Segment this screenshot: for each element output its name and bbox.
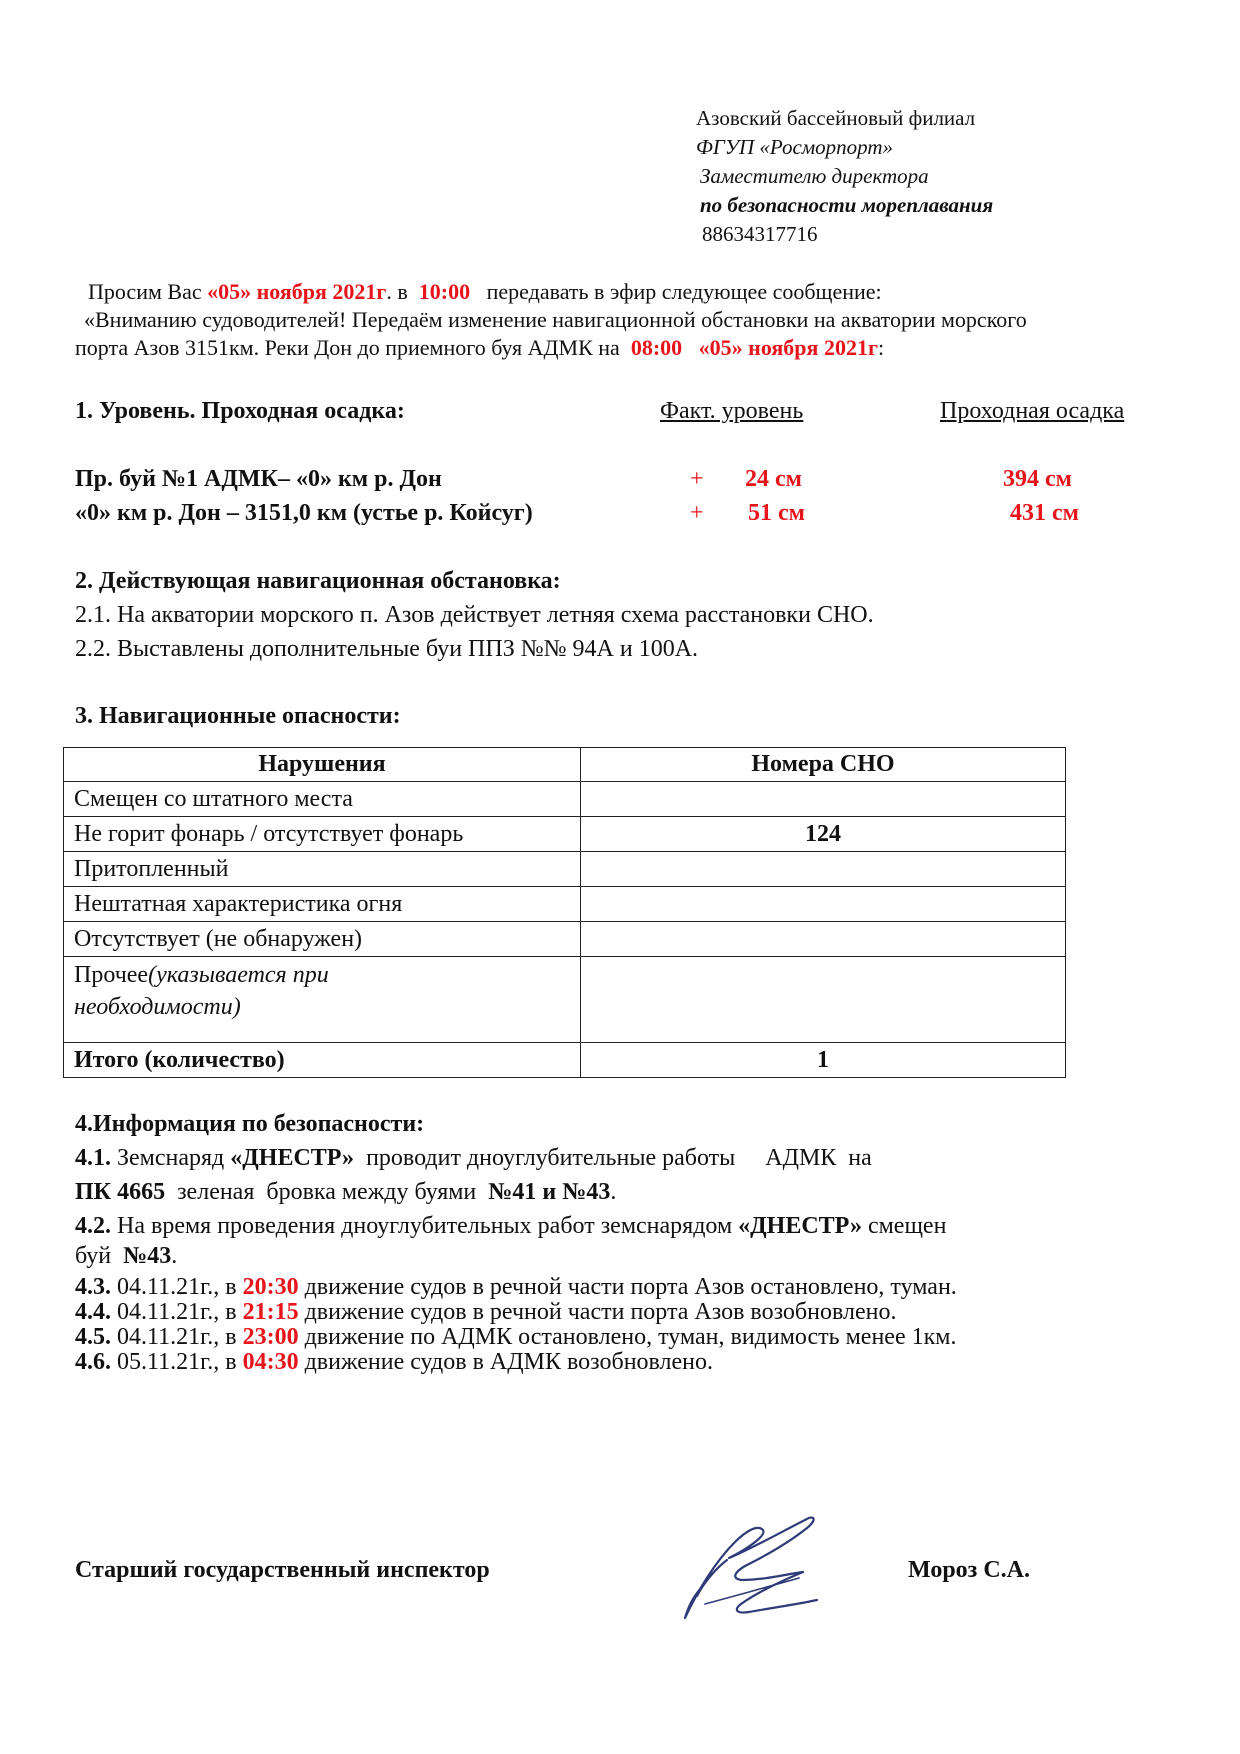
item-number: 4.6. [75,1349,111,1375]
level-row-1-draft: 394 см [1003,466,1072,492]
total-label: Итого (количество) [64,1043,581,1078]
signatory-position: Старший государственный инспектор [75,1557,490,1583]
numbers-cell [581,887,1066,922]
intro-date: «05» ноября 2021г [207,279,387,304]
item-text: На время проведения дноуглубительных работ земснарядом [111,1213,739,1239]
item-text: Земснаряд [111,1145,231,1171]
item-text: . [171,1243,178,1269]
event-date: 04.11.21г., в [111,1274,243,1300]
item-number: 4.2. [75,1213,111,1239]
item-text: зеленая бровка между буями [165,1179,489,1205]
intro-line-1 [88,279,882,305]
addressee-line-1: Азовский бассейновый филиал [696,106,976,130]
event-date: 04.11.21г., в [111,1299,243,1325]
event-text: движение по АДМК остановлено, туман, видимость менее 1км. [298,1324,957,1350]
intro-line-2: «Вниманию судоводителей! Передаём изменение навигационной обстановки на акватории морского [84,307,1027,332]
event-text: движение судов в речной части порта Азов остановлено, туман. [298,1274,957,1300]
intro-text: Просим Вас [88,279,208,304]
buoy-number: №41 [488,1179,537,1205]
table-row [64,817,1066,852]
section2-heading: 2. Действующая навигационная обстановка: [75,568,561,594]
table-row [64,782,1066,817]
item-text: буй [75,1243,124,1269]
intro-text: порта Азов 3151км. Реки Дон до приемного буя АДМК на [75,335,626,360]
table-row-other [64,957,1066,1043]
col-fact-level: Факт. уровень [660,398,804,424]
table-row [64,922,1066,957]
violation-cell: Отсутствует (не обнаружен) [64,922,581,957]
violation-cell: Притопленный [64,852,581,887]
intro-date: «05» ноября 2021г [698,335,878,360]
table-row [64,887,1066,922]
safety-item-4-4 [75,1300,896,1324]
level-row-2-sign: + [690,500,704,526]
hazards-table [63,747,1066,1078]
other-note-2: необходимости) [74,994,241,1020]
section1-heading: 1. Уровень. Проходная осадка: [75,398,405,424]
level-row-1-sign: + [690,466,704,492]
level-row-1-level: 24 см [745,466,802,492]
intro-text: . в [386,279,414,304]
event-date: 04.11.21г., в [111,1324,243,1350]
numbers-cell [581,957,1066,1043]
item-text: и [536,1179,563,1205]
item-text: . [610,1179,617,1205]
item-number: 4.4. [75,1299,111,1325]
safety-item-4-6 [75,1350,713,1374]
addressee-line-2: ФГУП «Росморпорт» [696,135,894,159]
numbers-cell [581,782,1066,817]
item-number: 4.1. [75,1145,111,1171]
numbers-cell: 124 [581,817,1066,852]
event-text: движение судов в речной части порта Азов возобновлено. [298,1299,897,1325]
numbers-cell [581,922,1066,957]
item-number: 4.3. [75,1274,111,1300]
intro-time: 10:00 [418,279,471,304]
event-text: движение судов в АДМК возобновлено. [298,1349,714,1375]
intro-text: передавать в эфир следующее сообщение: [486,279,882,304]
buoy-number: №43 [562,1179,611,1205]
violation-cell: Не горит фонарь / отсутствует фонарь [64,817,581,852]
event-time: 20:30 [242,1274,299,1300]
handwritten-signature [675,1500,825,1630]
item-number: 4.5. [75,1324,111,1350]
intro-line-3 [75,335,884,361]
safety-item-4-1-line-1 [75,1145,872,1172]
safety-item-4-2-line-2 [75,1243,177,1270]
buoy-number: №43 [123,1243,172,1269]
item-text: проводит дноуглубительные работы АДМК на [354,1145,872,1171]
col-draft: Проходная осадка [940,398,1125,424]
vessel-name: «ДНЕСТР» [738,1213,862,1239]
safety-item-4-3 [75,1275,957,1299]
level-row-2-level: 51 см [748,500,805,526]
event-time: 21:15 [242,1299,299,1325]
section4-heading: 4.Информация по безопасности: [75,1111,425,1137]
table-header-numbers: Номера СНО [581,748,1066,782]
addressee-line-4: по безопасности мореплавания [700,193,994,217]
table-header-violations: Нарушения [64,748,581,782]
total-value: 1 [581,1043,1066,1078]
section2-item-2: 2.2. Выставлены дополнительные буи ППЗ №№ 94А и 100А. [75,636,699,662]
safety-item-4-1-line-2 [75,1179,616,1206]
vessel-name: «ДНЕСТР» [230,1145,355,1171]
intro-time: 08:00 [630,335,683,360]
safety-item-4-5 [75,1325,956,1349]
event-date: 05.11.21г., в [111,1349,243,1375]
level-row-2-draft: 431 см [1010,500,1079,526]
event-time: 04:30 [242,1349,299,1375]
violation-cell: Нештатная характеристика огня [64,887,581,922]
table-header-row [64,748,1066,782]
section2-item-1: 2.1. На акватории морского п. Азов действует летняя схема расстановки СНО. [75,602,874,628]
addressee-phone: 88634317716 [702,222,818,246]
other-label: Прочее [74,962,149,988]
table-row-total [64,1043,1066,1078]
section3-heading: 3. Навигационные опасности: [75,703,401,729]
violation-cell-other [64,957,581,1043]
item-text: смещен [861,1213,947,1239]
table-row [64,852,1066,887]
level-row-1-label: Пр. буй №1 АДМК– «0» км р. Дон [75,466,442,492]
other-note-1: (указывается при [148,962,329,988]
level-row-2-label: «0» км р. Дон – 3151,0 км (устье р. Койсуг) [75,500,533,526]
addressee-line-3: Заместителю директора [700,164,929,188]
violation-cell: Смещен со штатного места [64,782,581,817]
event-time: 23:00 [242,1324,299,1350]
intro-text: : [877,335,885,360]
numbers-cell [581,852,1066,887]
signatory-name: Мороз С.А. [908,1557,1030,1583]
picket-number: ПК 4665 [75,1179,166,1205]
safety-item-4-2-line-1 [75,1213,946,1240]
